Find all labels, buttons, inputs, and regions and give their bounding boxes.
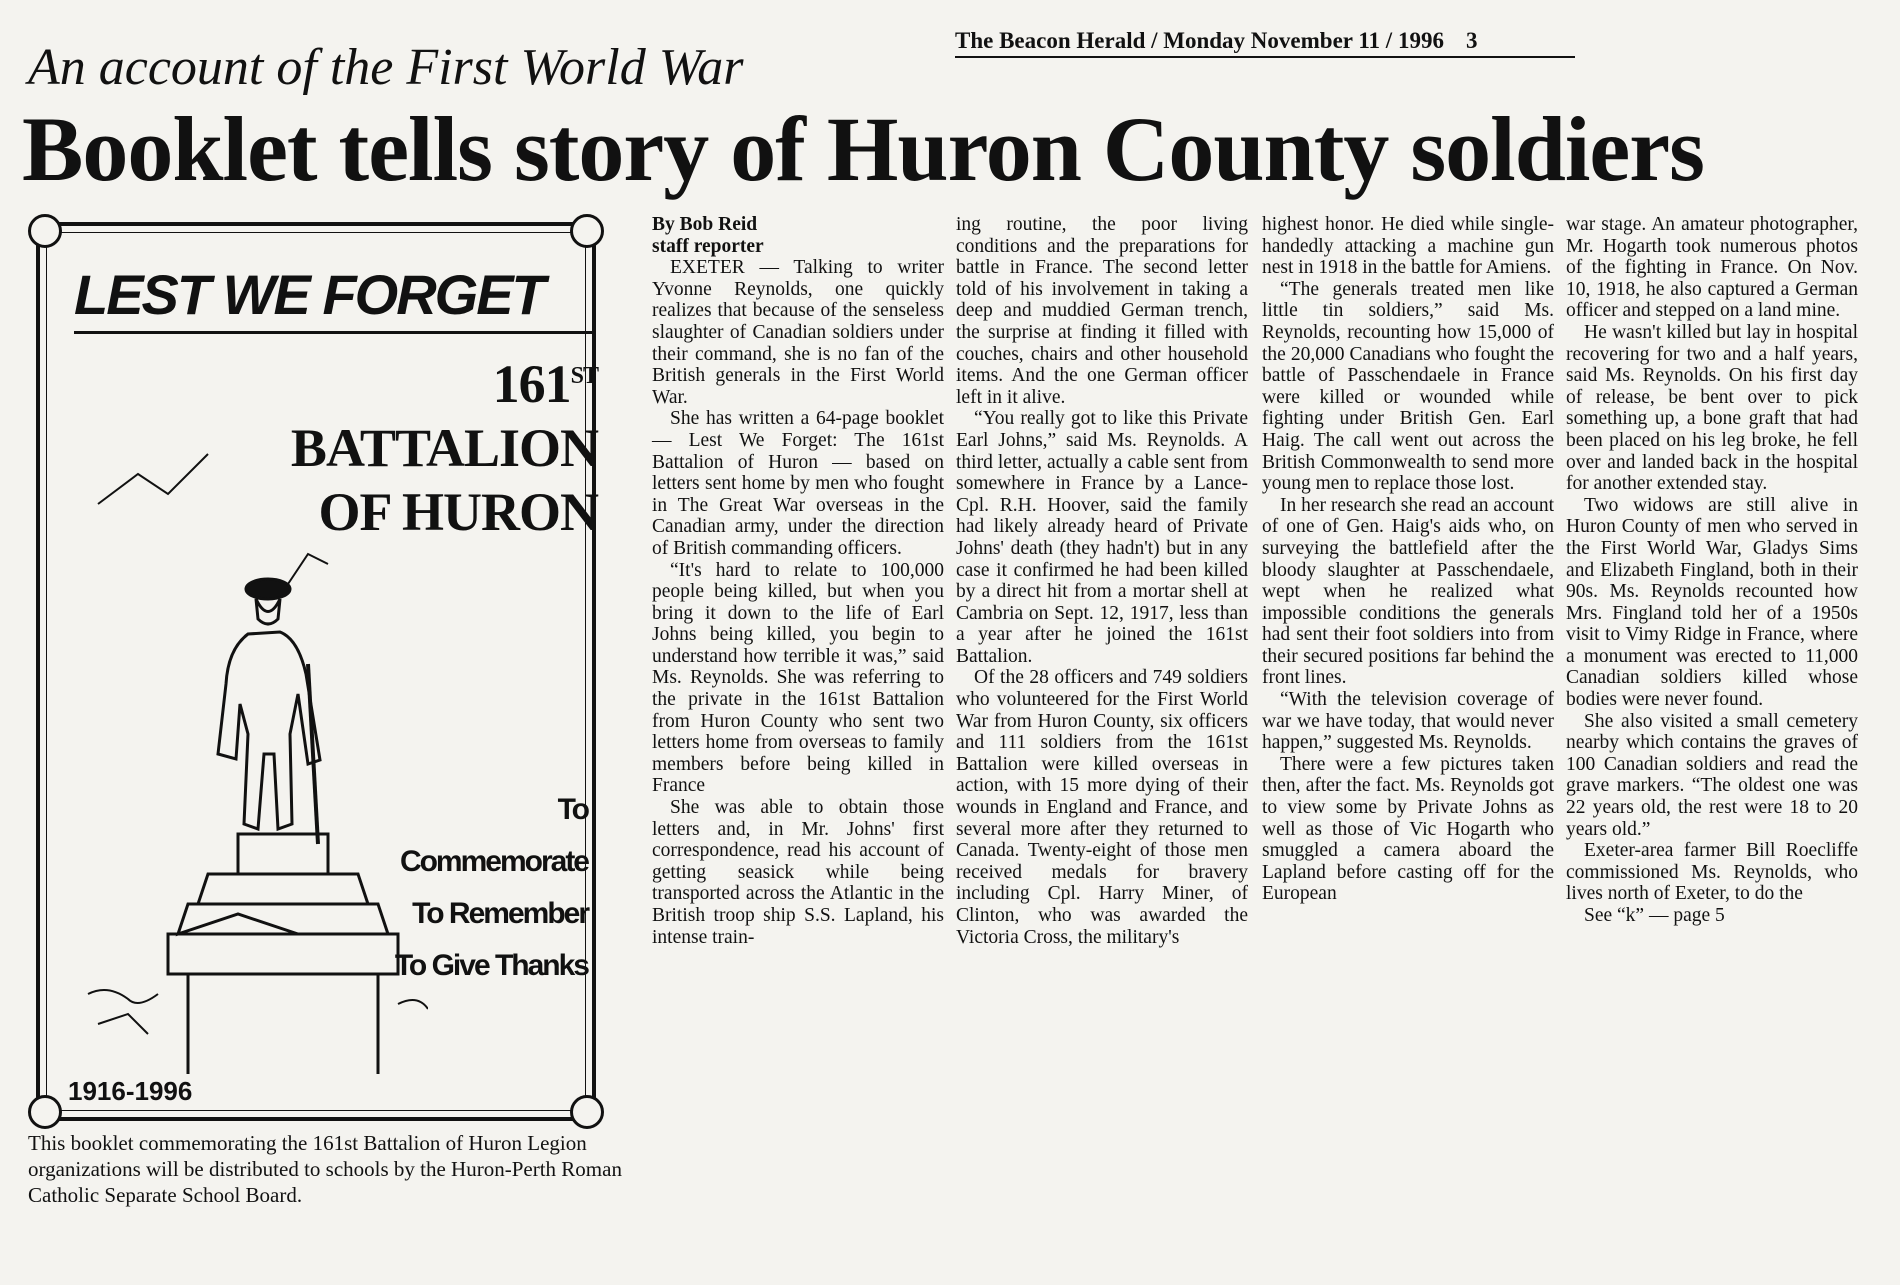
main-headline: Booklet tells story of Huron County soldiers [22, 98, 1704, 200]
commemorate-line: To Commemorate [399, 793, 588, 878]
frame-corner-ornament [28, 1095, 62, 1129]
paragraph: ing routine, the poor living conditions and the preparations for battle in France. The second letter told of his involvement in taking a deep and muddied German trench, the surprise at finding it filled with couches, chairs and other household items. And the one German officer left in it alive. [956, 214, 1248, 408]
paragraph: war stage. An amateur photographer, Mr. Hogarth took numerous photos of the fighting in France. On Nov. 10, 1918, he also captured a German officer and stepped on a land mine. [1566, 214, 1858, 322]
paragraph: Of the 28 officers and 749 soldiers who volunteered for the First World War from Huron County, six officers and 111 soldiers from the 161st Battalion were killed overseas in action, with 15 more dying of their wounds in England and France, and several more after they returned to Canada. Twenty-eight of those men received medals for bravery including Cpl. Harry Miner, of Clinton, who was awarded the Victoria Cross, the military's [956, 667, 1248, 948]
paragraph: Two widows are still alive in Huron County of men who served in the First World War, Gladys Sims and Elizabeth Fingland, both in their 90s. Ms. Reynolds recounted how Mrs. Fingland told her of a 1950s visit to Vimy Ridge in France, where a monument was erected to 11,000 Canadian soldiers killed whose bodies were never found. [1566, 494, 1858, 711]
article-column-1 [652, 214, 944, 948]
frame-corner-ornament [570, 1095, 604, 1129]
article-column-4 [1566, 214, 1858, 927]
photo-caption: This booklet commemorating the 161st Battalion of Huron Legion organizations will be distributed to schools by the Huron-Perth Roman Catholic Separate School Board. [28, 1131, 622, 1207]
battalion-word: BATTALION [290, 418, 598, 478]
paragraph: She also visited a small cemetery nearby which contains the graves of 100 Canadian soldiers and read the grave markers. “The oldest one was 22 years old, the rest were 18 to 20 years old.” [1566, 710, 1858, 840]
paragraph: “The generals treated men like little tin soldiers,” said Ms. Reynolds, recounting how 15,000 of the 20,000 Canadians who fought the battle of Passchendaele in France were killed or wounded while fighting under British Gen. Earl Haig. The call went out across the British Commonwealth to send more young men to replace those lost. [1262, 278, 1554, 495]
kicker-headline: An account of the First World War [28, 39, 744, 96]
paragraph: “With the television coverage of war we have today, that would never happen,” suggested Ms. Reynolds. [1262, 689, 1554, 754]
byline: By Bob Reid [652, 214, 758, 235]
paragraph: In her research she read an account of one of Gen. Haig's aids who, on surveying the battlefield after the bloody slaughter at Passchendaele, wept when he realized what impossible conditions the generals had sent their foot soldiers into from their secured positions far behind the front lines. [1262, 494, 1554, 689]
byline-role: staff reporter [652, 235, 764, 257]
masthead-paper-date: The Beacon Herald / Monday November 11 / 1996 [955, 28, 1444, 53]
paragraph: “You really got to like this Private Earl Johns,” said Ms. Reynolds. A third letter, actually a cable sent from somewhere in France by a Lance-Cpl. R.H. Hoover, said the family had likely already heard of Private Johns' death (they hadn't) but in any case it confirmed he had been killed by a direct hit from a mortar shell at Cambria on Sept. 12, 1917, less than a year after he joined the 161st Battalion. [956, 408, 1248, 667]
commemorate-block [388, 784, 588, 992]
article-column-2 [956, 214, 1248, 948]
paragraph: Exeter-area farmer Bill Roecliffe commissioned Ms. Reynolds, who lives north of Exeter, to do the [1566, 840, 1858, 905]
battalion-ordinal: ST [570, 363, 598, 389]
frame-corner-ornament [570, 214, 604, 248]
paragraph: highest honor. He died while single-handedly attacking a machine gun nest in 1918 in the battle for Amiens. [1262, 214, 1554, 279]
paragraph: There were a few pictures taken then, after the fact. Ms. Reynolds got to view some by Private Johns as well as those of Vic Hogarth who smuggled a camera aboard the Lapland before casting off for the European [1262, 753, 1554, 905]
paragraph: “It's hard to relate to 100,000 people being killed, but when you bring it down to the life of Earl Johns being killed, you begin to understand how terrible it was,” said Ms. Reynolds. She was referring to the private in the 161st Battalion from Huron County who sent two letters home from overseas to family members before being killed in France [652, 559, 944, 797]
booklet-cover-image [28, 214, 604, 1129]
paragraph: He wasn't killed but lay in hospital recovering for two and a half years, said Ms. Reynolds. On his first day of release, be bent over to pick something up, a bone graft that had been placed on his leg broke, he fell over and landed back in the hospital for another extended stay. [1566, 321, 1858, 495]
page-number: 3 [1465, 28, 1478, 53]
years-label: 1916-1996 [68, 1076, 193, 1106]
give-thanks-line: To Give Thanks [394, 949, 588, 982]
poster-title: LEST WE FORGET [74, 262, 594, 334]
soldier-statue-drawing [68, 434, 428, 1074]
frame-corner-ornament [28, 214, 62, 248]
masthead [955, 28, 1575, 58]
battalion-line-2: OF HURON [318, 482, 598, 542]
paragraph: She was able to obtain those letters and, in Mr. Johns' first correspondence, read his account of getting seasick while being transported across the Atlantic in the British troop ship S.S. Lapland, his intense train- [652, 797, 944, 948]
article-column-3 [1262, 214, 1554, 905]
paragraph: EXETER — Talking to writer Yvonne Reynolds, one quickly realizes that because of the senseless slaughter of Canadian soldiers under their command, she is no fan of the British generals in the First World War. [652, 257, 944, 408]
battalion-number: 161 [492, 354, 571, 414]
paragraph: She has written a 64-page booklet — Lest We Forget: The 161st Battalion of Huron — based on letters sent home by men who fought in The Great War overseas in the Canadian army, under the direction of British commanding officers. [652, 408, 944, 559]
remember-line: To Remember [412, 897, 588, 930]
continued-jump-line: See “k” — page 5 [1584, 905, 1725, 926]
